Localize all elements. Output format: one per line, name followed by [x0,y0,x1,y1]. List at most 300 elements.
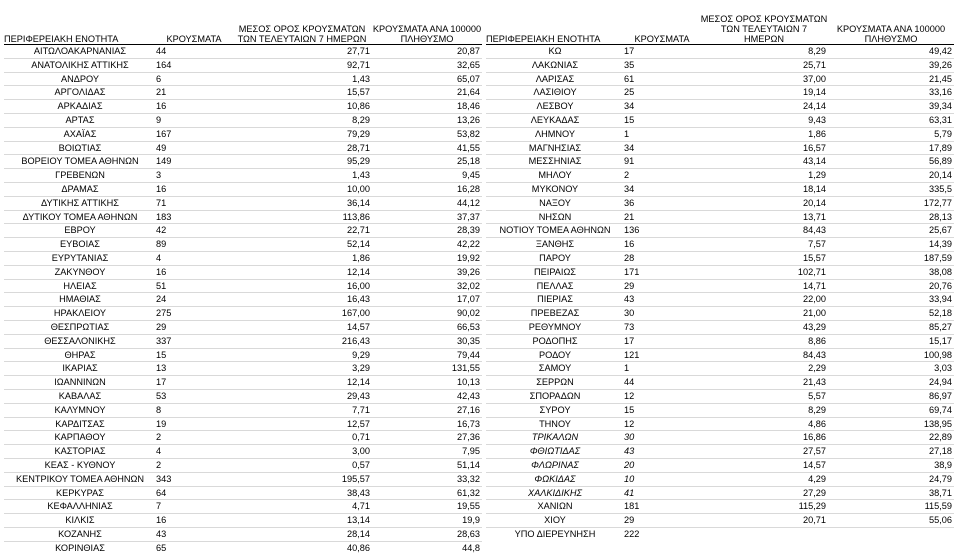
cases-cell: 44 [156,45,232,59]
region-cell: ΑΡΚΑΔΙΑΣ [4,100,156,114]
per100k-cell: 19,9 [372,514,482,528]
avg7-cell: 38,43 [232,486,372,500]
region-cell: ΘΗΡΑΣ [4,348,156,362]
per100k-cell: 27,36 [372,431,482,445]
per100k-cell: 27,18 [828,445,954,459]
avg7-cell: 167,00 [232,307,372,321]
per100k-cell: 44,12 [372,196,482,210]
table-row [4,210,482,224]
region-cell: ΑΙΤΩΛΟΑΚΑΡΝΑΝΙΑΣ [4,45,156,59]
region-cell: ΕΥΡΥΤΑΝΙΑΣ [4,251,156,265]
table-row [486,127,954,141]
table-row [486,527,954,540]
table-row [4,279,482,293]
per100k-cell: 15,17 [828,334,954,348]
table-row [4,527,482,541]
avg7-cell: 1,86 [700,127,828,141]
per100k-cell: 38,71 [828,486,954,500]
table-row [4,514,482,528]
cases-cell: 171 [624,265,700,279]
region-cell: ΚΕΝΤΡΙΚΟΥ ΤΟΜΕΑ ΑΘΗΝΩΝ [4,472,156,486]
cases-cell: 64 [156,486,232,500]
cases-cell: 16 [624,238,700,252]
cases-cell: 2 [624,169,700,183]
cases-cell: 15 [624,403,700,417]
table-row [486,58,954,72]
per100k-header: ΚΡΟΥΣΜΑΤΑ ΑΝΑ 100000 ΠΛΗΘΥΣΜΟ [828,6,954,45]
per100k-cell: 32,02 [372,279,482,293]
table-row [4,472,482,486]
per100k-cell: 86,97 [828,389,954,403]
region-cell: ΜΑΓΝΗΣΙΑΣ [486,141,624,155]
table-row [486,458,954,472]
region-cell: ΑΡΓΟΛΙΔΑΣ [4,86,156,100]
cases-cell: 36 [624,196,700,210]
region-cell: ΠΕΙΡΑΙΩΣ [486,265,624,279]
per100k-cell: 172,77 [828,196,954,210]
region-cell: ΝΑΞΟΥ [486,196,624,210]
table-row [4,334,482,348]
region-cell: ΔΥΤΙΚΗΣ ΑΤΤΙΚΗΣ [4,196,156,210]
region-cell: ΛΑΡΙΣΑΣ [486,72,624,86]
region-cell: ΛΑΣΙΘΙΟΥ [486,86,624,100]
region-cell: ΜΗΛΟΥ [486,169,624,183]
table-row [486,141,954,155]
table-row [4,72,482,86]
region-cell: ΥΠΟ ΔΙΕΡΕΥΝΗΣΗ [486,527,624,540]
table-row [486,472,954,486]
region-cell: ΠΑΡΟΥ [486,251,624,265]
region-cell: ΙΩΑΝΝΙΝΩΝ [4,376,156,390]
avg7-cell: 102,71 [700,265,828,279]
table-row [486,224,954,238]
per100k-cell: 13,26 [372,113,482,127]
per100k-cell: 18,46 [372,100,482,114]
region-cell: ΑΧΑΪΑΣ [4,127,156,141]
table-row [4,169,482,183]
avg7-cell: 21,00 [700,307,828,321]
avg7-cell: 28,71 [232,141,372,155]
table-row [4,320,482,334]
cases-cell: 136 [624,224,700,238]
avg7-cell: 10,86 [232,100,372,114]
region-cell: ΡΟΔΟΥ [486,348,624,362]
cases-cell: 28 [624,251,700,265]
region-cell: ΚΟΡΙΝΘΙΑΣ [4,541,156,554]
avg7-cell: 84,43 [700,348,828,362]
per100k-cell: 32,65 [372,58,482,72]
table-row [486,210,954,224]
per100k-cell: 24,94 [828,376,954,390]
table-row [4,58,482,72]
avg7-cell: 21,43 [700,376,828,390]
avg7-cell: 7,71 [232,403,372,417]
per100k-cell: 69,74 [828,403,954,417]
region-cell: ΝΗΣΩΝ [486,210,624,224]
cases-cell: 16 [156,514,232,528]
table-row [4,141,482,155]
table-row [4,389,482,403]
per100k-cell: 90,02 [372,307,482,321]
region-cell: ΔΥΤΙΚΟΥ ΤΟΜΕΑ ΑΘΗΝΩΝ [4,210,156,224]
table-row [4,376,482,390]
per100k-cell: 39,34 [828,100,954,114]
region-cell: ΚΙΛΚΙΣ [4,514,156,528]
region-cell: ΠΡΕΒΕΖΑΣ [486,307,624,321]
avg7-cell: 20,14 [700,196,828,210]
left-table-body [4,45,482,554]
region-cell: ΚΑΡΔΙΤΣΑΣ [4,417,156,431]
table-row [486,113,954,127]
table-row [4,486,482,500]
region-cell: ΛΕΥΚΑΔΑΣ [486,113,624,127]
avg7-cell: 4,71 [232,500,372,514]
per100k-cell: 21,64 [372,86,482,100]
cases-cell: 71 [156,196,232,210]
per100k-cell: 335,5 [828,182,954,196]
per100k-cell: 14,39 [828,238,954,252]
per100k-cell: 22,89 [828,431,954,445]
avg7-cell: 8,29 [232,113,372,127]
table-row [486,196,954,210]
cases-cell: 34 [624,182,700,196]
per100k-cell: 33,32 [372,472,482,486]
avg7-cell: 22,71 [232,224,372,238]
cases-cell: 6 [156,72,232,86]
cases-cell: 149 [156,155,232,169]
cases-cell: 61 [624,72,700,86]
per100k-cell: 39,26 [372,265,482,279]
per100k-cell: 10,13 [372,376,482,390]
avg7-cell: 0,71 [232,431,372,445]
region-cell: ΑΝΔΡΟΥ [4,72,156,86]
region-cell: ΓΡΕΒΕΝΩΝ [4,169,156,183]
per100k-cell: 187,59 [828,251,954,265]
avg7-cell: 8,29 [700,45,828,59]
per100k-cell: 25,67 [828,224,954,238]
per100k-cell: 51,14 [372,458,482,472]
avg7-cell: 4,29 [700,472,828,486]
avg7-cell: 43,29 [700,320,828,334]
table-row [486,362,954,376]
per100k-header: ΚΡΟΥΣΜΑΤΑ ΑΝΑ 100000 ΠΛΗΘΥΣΜΟ [372,6,482,45]
per100k-cell: 44,8 [372,541,482,554]
cases-cell: 21 [624,210,700,224]
cases-cell: 53 [156,389,232,403]
cases-cell: 4 [156,445,232,459]
table-row [4,431,482,445]
cases-cell: 2 [156,431,232,445]
avg7-cell: 37,00 [700,72,828,86]
avg7-cell: 2,29 [700,362,828,376]
avg7-cell: 12,14 [232,376,372,390]
region-cell: ΛΕΣΒΟΥ [486,100,624,114]
table-row [486,389,954,403]
avg7-cell: 43,14 [700,155,828,169]
cases-cell: 21 [156,86,232,100]
avg7-cell: 16,86 [700,431,828,445]
per100k-cell: 3,03 [828,362,954,376]
table-row [486,376,954,390]
per100k-cell: 20,87 [372,45,482,59]
region-header: ΠΕΡΙΦΕΡΕΙΑΚΗ ΕΝΟΤΗΤΑ [486,6,624,45]
avg7-cell: 113,86 [232,210,372,224]
avg7-cell: 22,00 [700,293,828,307]
avg7-cell: 115,29 [700,500,828,514]
region-cell: ΦΛΩΡΙΝΑΣ [486,458,624,472]
region-cell: ΚΑΡΠΑΘΟΥ [4,431,156,445]
table-row [4,403,482,417]
table-row [486,182,954,196]
per100k-cell: 131,55 [372,362,482,376]
table-row [486,334,954,348]
cases-cell: 16 [156,182,232,196]
per100k-cell: 61,32 [372,486,482,500]
per100k-cell: 49,42 [828,45,954,59]
table-row [4,86,482,100]
per100k-cell: 25,18 [372,155,482,169]
cases-cell: 24 [156,293,232,307]
table-row [486,514,954,528]
table-row [486,431,954,445]
per100k-cell: 39,26 [828,58,954,72]
table-row [486,348,954,362]
avg7-cell: 14,71 [700,279,828,293]
per100k-cell: 38,9 [828,458,954,472]
per100k-cell: 30,35 [372,334,482,348]
cases-cell: 13 [156,362,232,376]
avg7-cell: 14,57 [700,458,828,472]
region-cell: ΜΕΣΣΗΝΙΑΣ [486,155,624,169]
region-cell: ΕΒΡΟΥ [4,224,156,238]
region-cell: ΠΙΕΡΙΑΣ [486,293,624,307]
table-row [4,541,482,554]
cases-cell: 4 [156,251,232,265]
avg7-cell: 95,29 [232,155,372,169]
region-cell: ΑΝΑΤΟΛΙΚΗΣ ΑΤΤΙΚΗΣ [4,58,156,72]
table-row [486,445,954,459]
per100k-cell: 28,63 [372,527,482,541]
avg7-cell: 1,86 [232,251,372,265]
avg7-cell: 15,57 [700,251,828,265]
region-cell: ΗΛΕΙΑΣ [4,279,156,293]
avg7-cell: 29,43 [232,389,372,403]
table-row [486,86,954,100]
region-cell: ΤΡΙΚΑΛΩΝ [486,431,624,445]
avg7-cell: 3,00 [232,445,372,459]
per100k-cell: 79,44 [372,348,482,362]
avg7-header: ΜΕΣΟΣ ΟΡΟΣ ΚΡΟΥΣΜΑΤΩΝ ΤΩΝ ΤΕΛΕΥΤΑΙΩΝ 7 ΗΜΕΡΩΝ [700,6,828,45]
table-row [4,293,482,307]
avg7-cell: 40,86 [232,541,372,554]
cases-cell: 34 [624,141,700,155]
table-row [4,348,482,362]
avg7-cell: 195,57 [232,472,372,486]
region-cell: ΝΟΤΙΟΥ ΤΟΜΕΑ ΑΘΗΝΩΝ [486,224,624,238]
table-row [486,500,954,514]
region-cell: ΠΕΛΛΑΣ [486,279,624,293]
cases-cell: 49 [156,141,232,155]
per100k-cell: 55,06 [828,514,954,528]
right-region-table [486,6,954,541]
left-region-table [4,6,482,554]
per100k-cell: 20,14 [828,169,954,183]
per100k-cell [828,527,954,540]
cases-cell: 9 [156,113,232,127]
table-row [486,169,954,183]
cases-cell: 89 [156,238,232,252]
per100k-cell: 17,07 [372,293,482,307]
avg7-cell: 8,29 [700,403,828,417]
cases-cell: 43 [624,293,700,307]
region-cell: ΣΥΡΟΥ [486,403,624,417]
region-cell: ΡΟΔΟΠΗΣ [486,334,624,348]
avg7-cell: 28,14 [232,527,372,541]
table-row [486,238,954,252]
avg7-cell: 9,43 [700,113,828,127]
per100k-cell: 56,89 [828,155,954,169]
table-row [4,196,482,210]
table-row [486,100,954,114]
avg7-cell: 16,00 [232,279,372,293]
cases-cell: 343 [156,472,232,486]
region-cell: ΒΟΡΕΙΟΥ ΤΟΜΕΑ ΑΘΗΝΩΝ [4,155,156,169]
cases-cell: 15 [624,113,700,127]
avg7-cell: 1,29 [700,169,828,183]
region-cell: ΣΕΡΡΩΝ [486,376,624,390]
per100k-cell: 63,31 [828,113,954,127]
table-row [486,403,954,417]
cases-cell: 3 [156,169,232,183]
avg7-cell: 5,57 [700,389,828,403]
cases-cell: 15 [156,348,232,362]
cases-cell: 12 [624,389,700,403]
table-row [4,224,482,238]
cases-cell: 10 [624,472,700,486]
table-row [4,417,482,431]
region-cell: ΚΑΛΥΜΝΟΥ [4,403,156,417]
per100k-cell: 138,95 [828,417,954,431]
avg7-cell: 4,86 [700,417,828,431]
avg7-cell: 12,14 [232,265,372,279]
table-row [4,113,482,127]
per100k-cell: 24,79 [828,472,954,486]
region-cell: ΧΑΝΙΩΝ [486,500,624,514]
per100k-cell: 17,89 [828,141,954,155]
avg7-cell: 14,57 [232,320,372,334]
per100k-cell: 5,79 [828,127,954,141]
table-row [4,45,482,59]
table-row [486,251,954,265]
region-cell: ΚΕΦΑΛΛΗΝΙΑΣ [4,500,156,514]
table-row [4,155,482,169]
region-cell: ΚΑΣΤΟΡΙΑΣ [4,445,156,459]
avg7-cell: 13,14 [232,514,372,528]
region-cell: ΧΙΟΥ [486,514,624,528]
per100k-cell: 38,08 [828,265,954,279]
table-row [486,265,954,279]
table-row [4,127,482,141]
cases-cell: 183 [156,210,232,224]
per100k-cell: 27,16 [372,403,482,417]
avg7-cell: 13,71 [700,210,828,224]
cases-cell: 275 [156,307,232,321]
avg7-cell: 216,43 [232,334,372,348]
region-cell: ΜΥΚΟΝΟΥ [486,182,624,196]
avg7-cell: 15,57 [232,86,372,100]
region-cell: ΔΡΑΜΑΣ [4,182,156,196]
avg7-cell: 27,71 [232,45,372,59]
cases-cell: 12 [624,417,700,431]
table-row [4,265,482,279]
cases-cell: 121 [624,348,700,362]
cases-cell: 1 [624,127,700,141]
table-row [4,100,482,114]
table-row [486,486,954,500]
table-row [486,320,954,334]
cases-cell: 42 [156,224,232,238]
avg7-cell: 10,00 [232,182,372,196]
table-row [4,500,482,514]
cases-cell: 20 [624,458,700,472]
avg7-cell: 84,43 [700,224,828,238]
region-cell: ΦΘΙΩΤΙΔΑΣ [486,445,624,459]
table-row [4,182,482,196]
cases-cell: 167 [156,127,232,141]
region-header: ΠΕΡΙΦΕΡΕΙΑΚΗ ΕΝΟΤΗΤΑ [4,6,156,45]
cases-header: ΚΡΟΥΣΜΑΤΑ [624,6,700,45]
cases-cell: 19 [156,417,232,431]
region-cell: ΛΗΜΝΟΥ [486,127,624,141]
avg7-cell: 24,14 [700,100,828,114]
per100k-cell: 65,07 [372,72,482,86]
region-cell: ΗΜΑΘΙΑΣ [4,293,156,307]
per100k-cell: 20,76 [828,279,954,293]
region-cell: ΣΠΟΡΑΔΩΝ [486,389,624,403]
per100k-cell: 21,45 [828,72,954,86]
per100k-cell: 41,55 [372,141,482,155]
cases-cell: 73 [624,320,700,334]
avg7-cell: 36,14 [232,196,372,210]
cases-cell: 29 [624,279,700,293]
per100k-cell: 37,37 [372,210,482,224]
avg7-cell [700,527,828,540]
cases-cell: 337 [156,334,232,348]
region-cell: ΚΟΖΑΝΗΣ [4,527,156,541]
per100k-cell: 33,94 [828,293,954,307]
cases-cell: 16 [156,265,232,279]
per100k-cell: 16,73 [372,417,482,431]
cases-cell: 44 [624,376,700,390]
region-cell: ΣΑΜΟΥ [486,362,624,376]
avg7-cell: 18,14 [700,182,828,196]
region-cell: ΗΡΑΚΛΕΙΟΥ [4,307,156,321]
cases-cell: 1 [624,362,700,376]
region-cell: ΧΑΛΚΙΔΙΚΗΣ [486,486,624,500]
region-cell: ΚΕΡΚΥΡΑΣ [4,486,156,500]
cases-cell: 43 [156,527,232,541]
avg7-cell: 27,57 [700,445,828,459]
per100k-cell: 85,27 [828,320,954,334]
table-row [4,307,482,321]
table-row [4,458,482,472]
per100k-cell: 16,28 [372,182,482,196]
avg7-cell: 19,14 [700,86,828,100]
region-cell: ΚΩ [486,45,624,59]
left-header-row [4,6,482,45]
right-table-body [486,45,954,541]
cases-cell: 181 [624,500,700,514]
